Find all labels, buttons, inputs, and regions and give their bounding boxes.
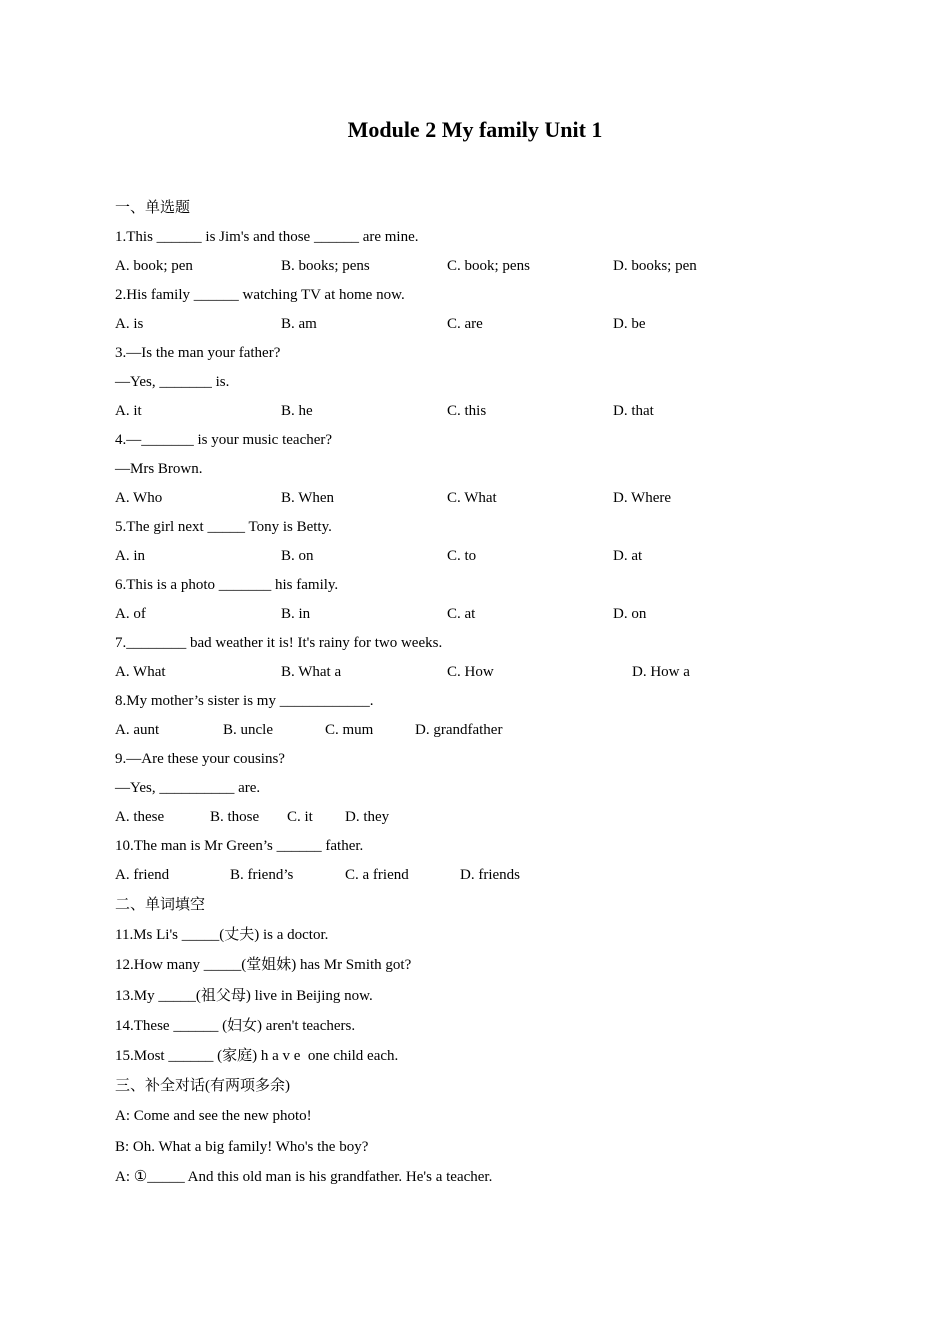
dialogue-line: B: Oh. What a big family! Who's the boy?	[115, 1138, 369, 1155]
option-c: C. at	[447, 606, 476, 622]
question-stem-reply: —Yes, _______ is.	[115, 374, 230, 390]
option-a: A. book; pen	[115, 258, 193, 274]
fill-item-11: 11.Ms Li's _____(丈夫) is a doctor.	[115, 927, 329, 944]
option-d: D. books; pen	[613, 258, 697, 274]
option-d: D. on	[613, 606, 647, 622]
option-c: C. this	[447, 403, 487, 419]
question-stem: 1.This ______ is Jim's and those ______ are mine.	[115, 229, 419, 245]
option-c: C. What	[447, 490, 497, 506]
question-5	[115, 513, 875, 571]
section-single-choice	[115, 194, 875, 890]
fill-item-13: 13.My _____(祖父母) live in Beijing now.	[115, 987, 373, 1004]
page-title: Module 2 My family Unit 1	[347, 117, 603, 142]
option-a: A. in	[115, 548, 145, 564]
option-row	[115, 716, 875, 745]
option-row	[115, 600, 875, 629]
option-row	[115, 861, 875, 890]
question-stem: 9.—Are these your cousins?	[115, 751, 285, 767]
option-row	[115, 484, 875, 513]
fill-item-14: 14.These ______ (妇女) aren't teachers.	[115, 1017, 356, 1034]
option-d: D. at	[613, 548, 643, 564]
option-a: A. these	[115, 809, 165, 825]
fill-item-12: 12.How many _____(堂姐妹) has Mr Smith got?	[115, 957, 412, 974]
option-c: C. a friend	[345, 867, 409, 883]
section-heading: 二、单词填空	[115, 897, 206, 913]
option-b: B. in	[281, 606, 311, 622]
option-b: B. uncle	[223, 722, 273, 738]
option-d: D. friends	[460, 867, 520, 883]
option-d: D. that	[613, 403, 654, 419]
section-word-fill	[115, 890, 875, 1071]
option-d: D. they	[345, 809, 390, 825]
question-stem: 4.—_______ is your music teacher?	[115, 432, 333, 448]
option-b: B. those	[210, 809, 260, 825]
section-heading: 一、单选题	[115, 200, 191, 216]
option-d: D. How a	[632, 664, 690, 680]
option-a: A. of	[115, 606, 146, 622]
question-stem: 7.________ bad weather it is! It's rainy for two weeks.	[115, 635, 443, 651]
question-10	[115, 832, 875, 890]
question-stem: 8.My mother’s sister is my ____________.	[115, 693, 374, 709]
option-a: A. friend	[115, 867, 170, 883]
dialogue-line: A: ①_____ And this old man is his grandfather. He's a teacher.	[115, 1168, 493, 1185]
question-stem: 10.The man is Mr Green’s ______ father.	[115, 838, 364, 854]
option-row	[115, 542, 875, 571]
question-stem-reply: —Mrs Brown.	[115, 461, 203, 477]
option-c: C. How	[447, 664, 494, 680]
option-a: A. is	[115, 316, 144, 332]
option-d: D. Where	[613, 490, 672, 506]
question-6	[115, 571, 875, 629]
question-stem: 6.This is a photo _______ his family.	[115, 577, 339, 593]
question-stem: 3.—Is the man your father?	[115, 345, 281, 361]
question-2	[115, 281, 875, 339]
fill-item-15: 15.Most ______ (家庭) h a v e one child each.	[115, 1047, 399, 1064]
question-stem: 2.His family ______ watching TV at home now.	[115, 287, 405, 303]
option-d: D. be	[613, 316, 646, 332]
option-a: A. it	[115, 403, 142, 419]
option-d: D. grandfather	[415, 722, 503, 738]
option-c: C. book; pens	[447, 258, 530, 274]
option-a: A. What	[115, 664, 166, 680]
option-row	[115, 658, 875, 687]
option-c: C. to	[447, 548, 477, 564]
option-b: B. books; pens	[281, 258, 370, 274]
option-a: A. Who	[115, 490, 163, 506]
worksheet-content	[115, 194, 875, 1192]
option-a: A. aunt	[115, 722, 160, 738]
dialogue-line: A: Come and see the new photo!	[115, 1108, 312, 1125]
option-b: B. When	[281, 490, 335, 506]
option-row	[115, 397, 875, 426]
question-stem-reply: —Yes, __________ are.	[115, 780, 261, 796]
option-c: C. it	[287, 809, 313, 825]
question-stem: 5.The girl next _____ Tony is Betty.	[115, 519, 332, 535]
question-7	[115, 629, 875, 687]
option-b: B. What a	[281, 664, 342, 680]
question-9	[115, 745, 875, 832]
question-4	[115, 426, 875, 513]
option-row	[115, 803, 875, 832]
option-b: B. friend’s	[230, 867, 294, 883]
section-dialogue	[115, 1071, 875, 1192]
option-row	[115, 310, 875, 339]
option-c: C. mum	[325, 722, 374, 738]
option-c: C. are	[447, 316, 483, 332]
option-b: B. he	[281, 403, 313, 419]
question-1	[115, 223, 875, 281]
option-b: B. on	[281, 548, 314, 564]
question-8	[115, 687, 875, 745]
option-row	[115, 252, 875, 281]
section-heading: 三、补全对话(有两项多余)	[115, 1078, 290, 1095]
question-3	[115, 339, 875, 426]
option-b: B. am	[281, 316, 317, 332]
